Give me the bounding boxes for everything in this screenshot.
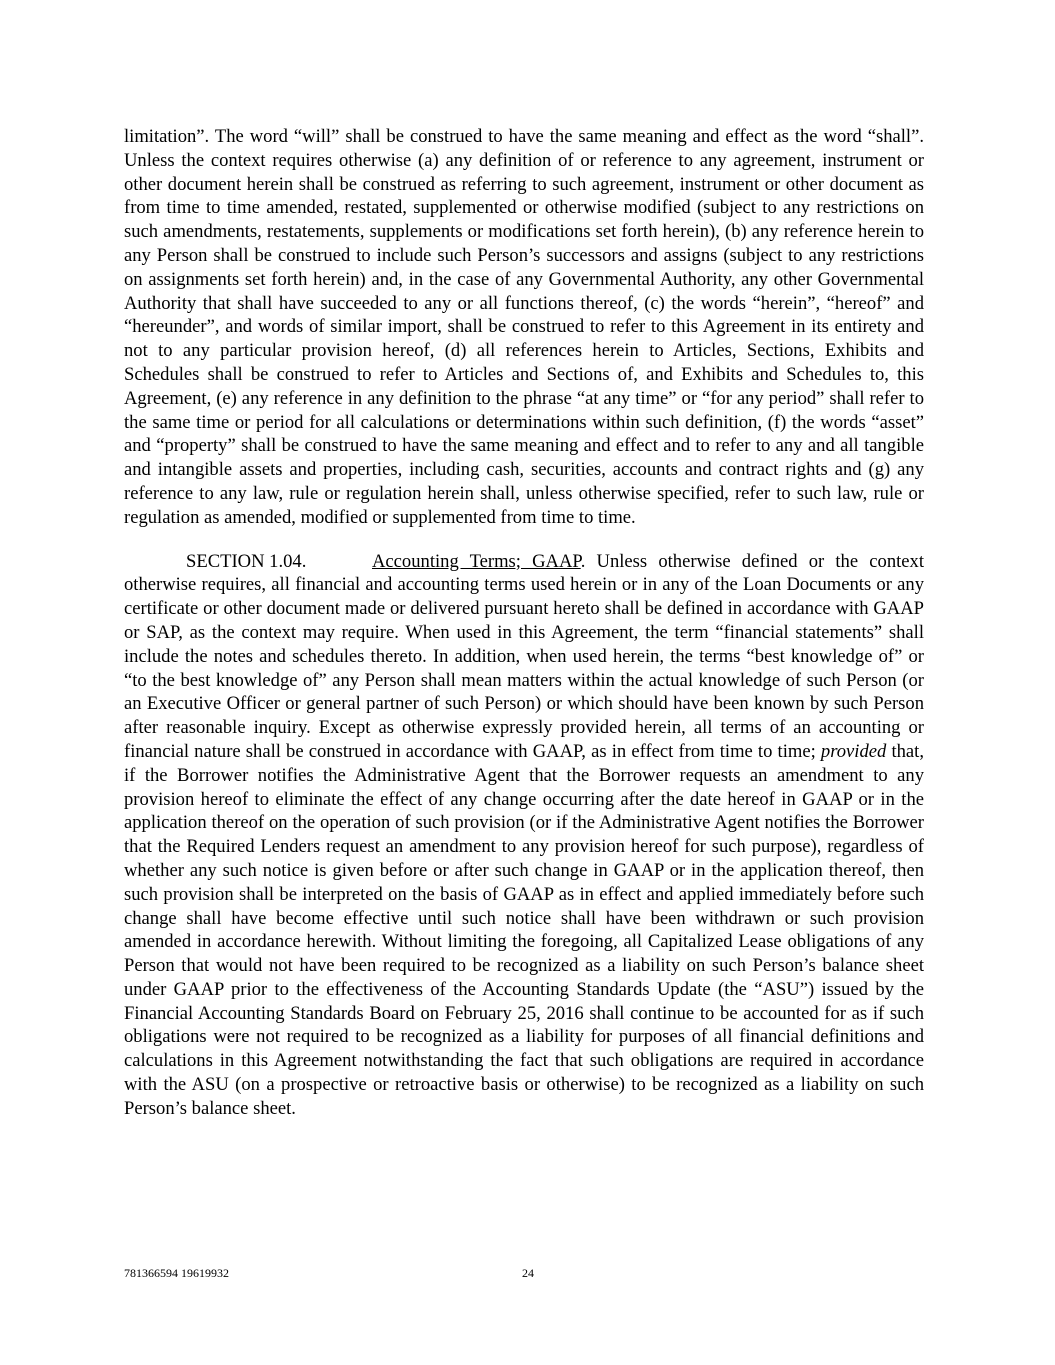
section-text-part-2: that, if the Borrower notifies the Administrative Agent that the Borrower requests an amendment to any provision hereof to eliminate the effect of any change occurring after the date hereof in GAAP or in the application thereof on the operation of such provision (or if the Administrative Agent notifies the Borrower that the Required Lenders request an amendment to any provision hereof for such purpose), regardless of whether any such notice is given before or after such change in GAAP or in the application thereof, then such provision shall be interpreted on the basis of GAAP as in effect and applied immediately before such change shall have become effective until such notice shall have been withdrawn or such provision amended in accordance herewith. Without limiting the foregoing, all Capitalized Lease obligations of any Person that would not have been required to be recognized as a liability on such Person’s balance sheet under GAAP prior to the effectiveness of the Accounting Standards Update (the “ASU”) issued by the Financial Accounting Standards Board on February 25, 2016 shall continue to be accounted for as if such obligations were not required to be recognized as a liability for purposes of all financial definitions and calculations in this Agreement notwithstanding the fact that such obligations are required in accordance with the ASU (on a prospective or retroactive basis or otherwise) to be recognized as a liability on such Person’s balance sheet. [124,740,924,1119]
section-title: Accounting Terms; GAAP [372,550,581,572]
section-1-04-paragraph [124,550,924,1121]
footer-page-number: 24 [522,1266,534,1280]
section-number: SECTION 1.04. [186,550,307,572]
paragraph-interpretation-text: limitation”. The word “will” shall be construed to have the same meaning and effect as the word “shall”. Unless the context requires otherwise (a) any definition of or reference to any agreement, instrument or other document herein shall be construed as referring to such agreement, instrument or other document as from time to time amended, restated, supplemented or otherwise modified (subject to any restrictions on such amendments, restatements, supplements or modifications set forth herein), (b) any reference herein to any Person shall be construed to include such Person’s successors and assigns (subject to any restrictions on assignments set forth herein) and, in the case of any Governmental Authority, any other Governmental Authority that shall have succeeded to any or all functions thereof, (c) the words “herein”, “hereof” and “hereunder”, and words of similar import, shall be construed to refer to this Agreement in its entirety and not to any particular provision hereof, (d) all references herein to Articles, Sections, Exhibits and Schedules shall be construed to refer to Articles and Sections of, and Exhibits and Schedules to, this Agreement, (e) any reference in any definition to the phrase “at any time” or “for any period” shall refer to the same time or period for all calculations or determinations within such definition, (f) the words “asset” and “property” shall be construed to have the same meaning and effect and to refer to any and all tangible and intangible assets and properties, including cash, securities, accounts and contract rights and (g) any reference to any law, rule or regulation herein shall, unless otherwise specified, refer to such law, rule or regulation as amended, modified or supplemented from time to time. [124,126,924,528]
paragraph-interpretation [124,125,924,530]
document-body [124,125,924,1121]
section-text-italic: provided [820,740,887,762]
footer-document-id: 781366594 19619932 [124,1266,229,1280]
section-title-punctuation: . [580,550,586,572]
section-text-part-1: Unless otherwise defined or the context otherwise requires, all financial and accounting terms used herein or in any of the Loan Documents or any certificate or other document made or delivered pursuant hereto shall be defined in accordance with GAAP or SAP, as the context may require. When used in this Agreement, the term “financial statements” shall include the notes and schedules thereto. In addition, when used herein, the terms “best knowledge of” or “to the best knowledge of” any Person shall mean matters within the actual knowledge of such Person (or an Executive Officer or general partner of such Person) or which should have been known by such Person after reasonable inquiry. Except as otherwise expressly provided herein, all terms of an accounting or financial nature shall be construed in accordance with GAAP, as in effect from time to time; [124,550,924,762]
